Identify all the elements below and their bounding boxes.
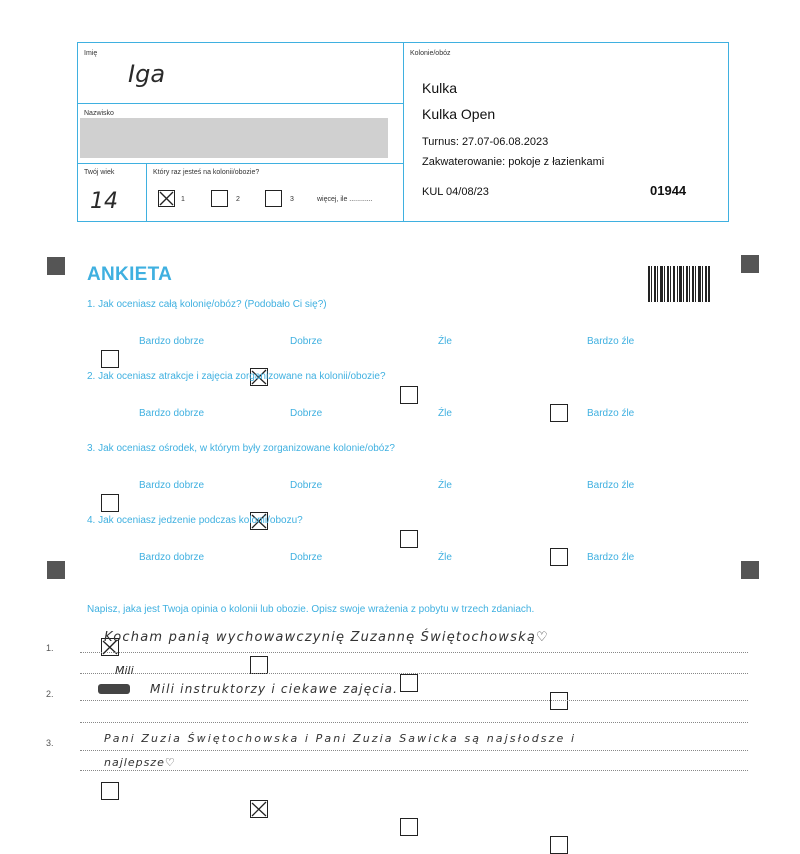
survey-title: ANKIETA [87,264,173,285]
answer-line [80,673,748,674]
name-label: Imię [84,50,98,57]
q1-option-checkbox-1[interactable] [101,350,800,368]
q2-option-checkbox-3[interactable] [400,530,800,548]
q3-option-label-4: Bardzo źle [587,480,635,491]
age-label: Twój wiek [84,169,115,176]
answer-line [80,750,748,751]
barcode-icon [648,266,710,302]
q2-option-label-3: Źle [438,408,452,419]
age-value[interactable]: 14 [90,189,118,214]
line-number-1: 1. [46,643,54,653]
times-option-2: 2 [236,196,240,203]
surname-label: Nazwisko [84,110,114,117]
q2-option-label-2: Dobrze [290,408,323,419]
q4-option-checkbox-3[interactable] [400,818,800,836]
q2-option-checkbox-1[interactable] [101,494,800,512]
q1-option-checkbox-3[interactable] [400,386,800,404]
answer-line [80,652,748,653]
name-divider [77,103,403,104]
q3-option-checkbox-2[interactable] [250,656,800,674]
answer-1[interactable]: Kocham panią wychowawczynię Zuzannę Świętochowską♡ [104,630,549,645]
accommodation: Zakwaterowanie: pokoje z łazienkami [422,156,605,168]
q1-option-label-1: Bardzo dobrze [139,336,205,347]
q4-option-checkbox-1[interactable] [101,782,800,800]
answer-line [80,700,748,701]
registration-mark-top-right [741,255,759,273]
question-2: 2. Jak oceniasz atrakcje i zajęcia zorganizowane na kolonii/obozie? [87,371,386,382]
camp-code: KUL 04/08/23 [422,186,489,198]
times-option-1: 1 [181,196,185,203]
q1-option-label-2: Dobrze [290,336,323,347]
age-divider [146,163,147,222]
times-label: Który raz jesteś na kolonii/obozie? [153,169,260,176]
q4-option-label-4: Bardzo źle [587,552,635,563]
q2-option-label-4: Bardzo źle [587,408,635,419]
q3-option-label-3: Źle [438,480,452,491]
q2-option-label-1: Bardzo dobrze [139,408,205,419]
question-1: 1. Jak oceniasz całą kolonię/obóz? (Podobało Ci się?) [87,299,327,310]
q2-option-checkbox-2[interactable] [250,512,800,530]
q4-option-checkbox-2[interactable] [250,800,800,818]
name-value[interactable]: Iga [128,60,166,88]
times-option-more: więcej, ile ............ [317,196,373,203]
surname-divider [77,163,403,164]
surname-redacted-field[interactable] [80,118,388,158]
q4-option-label-1: Bardzo dobrze [139,552,205,563]
camp-label: Kolonie/obóz [410,50,451,57]
q3-option-checkbox-4[interactable] [550,692,800,710]
answer-2[interactable]: Mili instruktorzy i ciekawe zajęcia. [150,682,399,696]
times-checkbox-2[interactable] [211,190,228,207]
form-number: 01944 [650,183,687,198]
answer-line [80,722,748,723]
q1-option-label-3: Źle [438,336,452,347]
camp-program: Kulka Open [422,106,496,122]
registration-mark-top-left [47,257,65,275]
q3-option-label-1: Bardzo dobrze [139,480,205,491]
registration-mark-bottom-left [47,561,65,579]
opinion-prompt: Napisz, jaka jest Twoja opinia o kolonii lub obozie. Opisz swoje wrażenia z pobytu w trzech zdaniach. [87,604,535,615]
check-mark-icon [250,800,268,818]
camp-name: Kulka [422,80,458,96]
q4-option-label-2: Dobrze [290,552,323,563]
q3-option-label-2: Dobrze [290,480,323,491]
question-4: 4. Jak oceniasz jedzenie podczas kolonii/obozu? [87,515,303,526]
scribbled-out-word [98,684,130,694]
times-option-3: 3 [290,196,294,203]
question-3: 3. Jak oceniasz ośrodek, w którym były zorganizowane kolonie/obóz? [87,443,395,454]
times-checkbox-3[interactable] [265,190,282,207]
line-number-3: 3. [46,738,54,748]
check-mark-icon [158,190,175,207]
q3-option-checkbox-3[interactable] [400,674,800,692]
q4-option-checkbox-4[interactable] [550,836,800,854]
q4-option-label-3: Źle [438,552,452,563]
answer-3-continued[interactable]: najlepsze♡ [104,756,176,769]
q1-option-label-4: Bardzo źle [587,336,635,347]
answer-correction: Mili [115,664,134,677]
line-number-2: 2. [46,689,54,699]
answer-line [80,770,748,771]
answer-3[interactable]: Pani Zuzia Świętochowska i Pani Zuzia Sawicka są najsłodsze i [104,732,577,745]
turnus-dates: Turnus: 27.07-06.08.2023 [422,136,549,148]
